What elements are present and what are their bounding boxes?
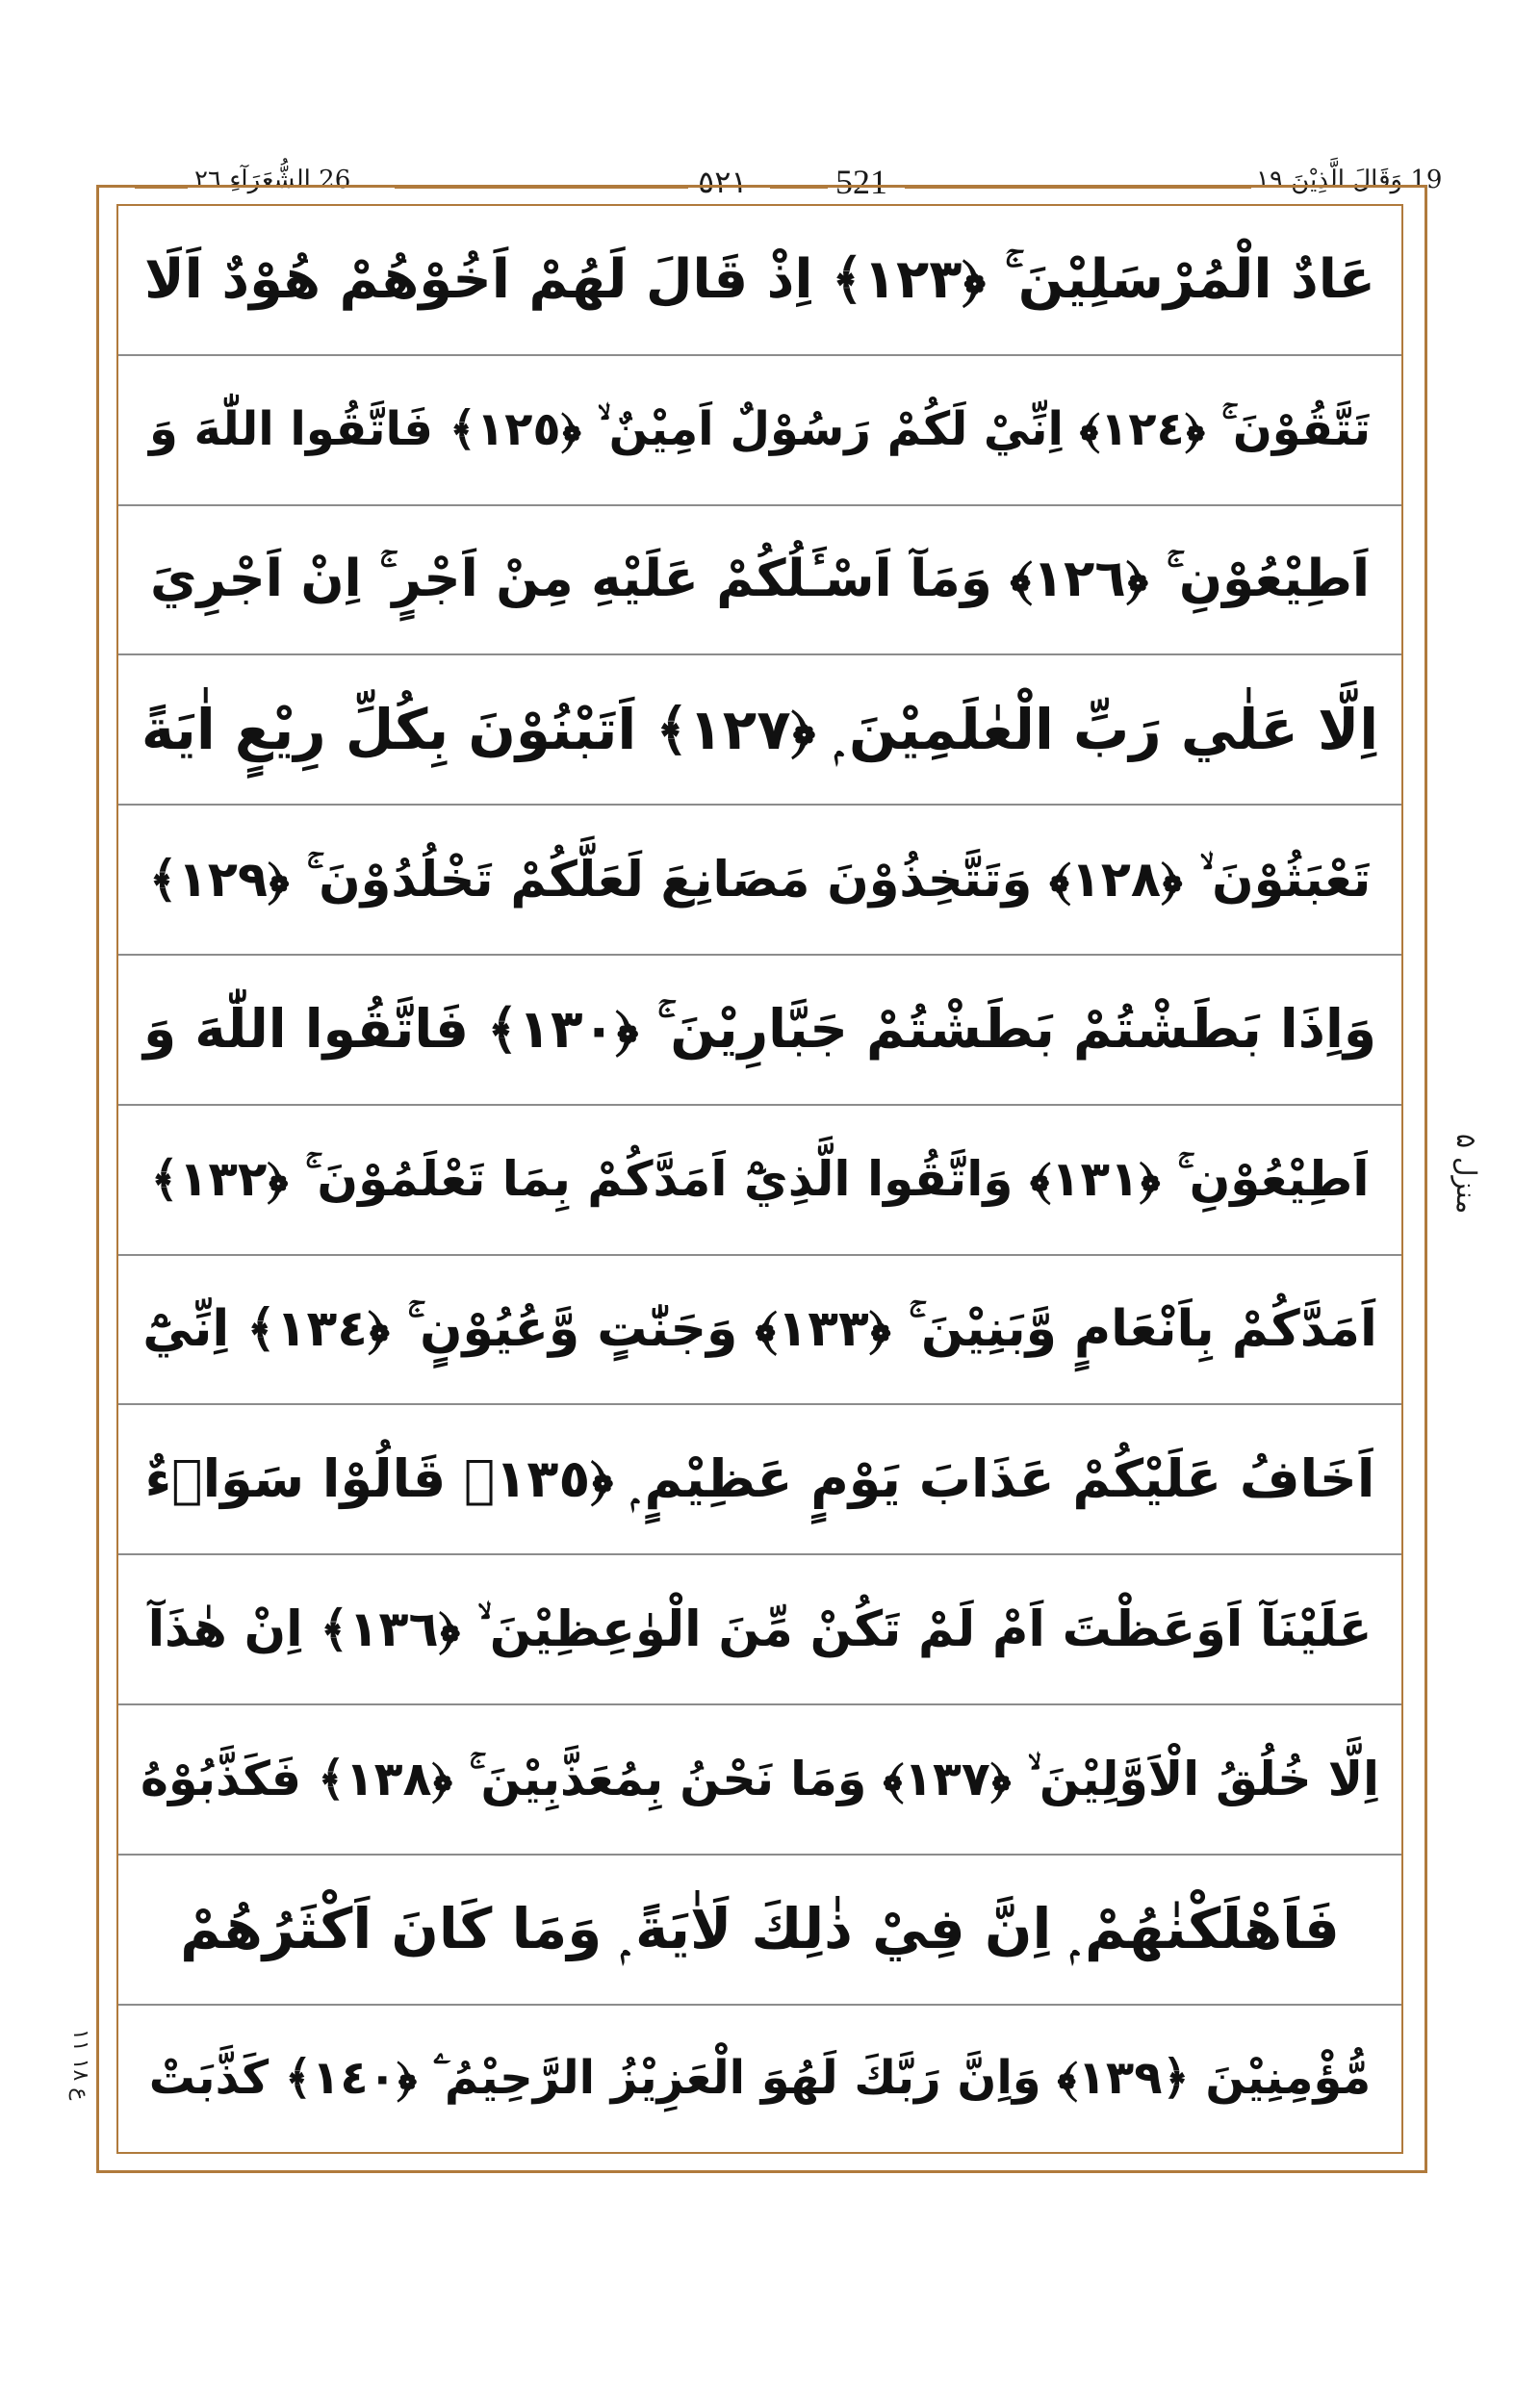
surah-label: 26 الشُّعَرَآءِ ٢٦ xyxy=(194,166,351,194)
line-text: وَاِذَا بَطَشْتُمْ بَطَشْتُمْ جَبَّارِيْنَ ۚ ﴿١٣٠﴾ فَاتَّقُوا اللّٰهَ وَ xyxy=(142,998,1377,1061)
line-text: اَمَدَّكُمْ بِاَنْعَامٍ وَّبَنِيْنَ ۚ ﴿١٣٣﴾ وَجَنّٰتٍ وَّعُيُوْنٍ ۚ ﴿١٣٤﴾ اِنِّيْٓ xyxy=(142,1299,1377,1358)
line-text: اَطِيْعُوْنِ ۚ ﴿١٢٦﴾ وَمَآ اَسْـَٔلُكُمْ عَلَيْهِ مِنْ اَجْرٍ ۚ اِنْ اَجْرِيَ xyxy=(149,550,1371,609)
verse-line-13 xyxy=(118,2006,1401,2152)
verse-line-7 xyxy=(118,1106,1401,1256)
line-text: تَعْبَثُوْنَ ۙ ﴿١٢٨﴾ وَتَتَّخِذُوْنَ مَصَانِعَ لَعَلَّكُمْ تَخْلُدُوْنَ ۚ ﴿١٢٩﴾ xyxy=(148,851,1372,909)
verse-line-10 xyxy=(118,1555,1401,1705)
manzil-marker: منزل ۵ xyxy=(1450,1134,1482,1215)
verse-line-12 xyxy=(118,1856,1401,2006)
line-text: مُّؤْمِنِيْنَ ﴿١٣٩﴾ وَاِنَّ رَبَّكَ لَهُوَ الْعَزِيْزُ الرَّحِيْمُ ۧ ﴿١٤٠﴾ كَذَّبَتْ xyxy=(148,2051,1372,2106)
line-text: اَطِيْعُوْنِ ۚ ﴿١٣١﴾ وَاتَّقُوا الَّذِيْٓ اَمَدَّكُمْ بِمَا تَعْلَمُوْنَ ۚ ﴿١٣٢﴾ xyxy=(150,1151,1370,1208)
verse-line-5 xyxy=(118,806,1401,956)
verse-line-8 xyxy=(118,1256,1401,1406)
verse-line-2 xyxy=(118,356,1401,506)
verse-line-1 xyxy=(118,206,1401,356)
line-text: عَادٌ الْمُرْسَلِيْنَ ۚ ﴿١٢٣﴾ اِذْ قَالَ لَهُمْ اَخُوْهُمْ هُوْدٌ اَلَا xyxy=(143,247,1376,311)
page-number-arabic: ٥٢١ xyxy=(698,165,748,199)
text-frame xyxy=(116,204,1403,2154)
verse-lines xyxy=(118,206,1401,2152)
line-text: عَلَيْنَآ اَوَعَظْتَ اَمْ لَمْ تَكُنْ مِّنَ الْوٰعِظِيْنَ ۙ ﴿١٣٦﴾ اِنْ هٰذَآ xyxy=(147,1600,1373,1658)
verse-line-6 xyxy=(118,956,1401,1106)
line-text: اِلَّا عَلٰي رَبِّ الْعٰلَمِيْنَ ۭ ﴿١٢٧﴾ اَتَبْنُوْنَ بِكُلِّ رِيْعٍ اٰيَةً xyxy=(141,696,1379,762)
line-text: فَاَهْلَكْنٰهُمْ ۭ اِنَّ فِيْ ذٰلِكَ لَاٰيَةً ۭ وَمَا كَانَ اَكْثَرُهُمْ xyxy=(180,1896,1340,1962)
page-number: 521 xyxy=(835,163,887,201)
ruku-marker: ع ١٨ ١١ xyxy=(68,2028,92,2101)
line-text: اَخَافُ عَلَيْكُمْ عَذَابَ يَوْمٍ عَظِيْمٍ ۭ ﴿١٣٥﴾ قَالُوْا سَوَاۗءٌ xyxy=(144,1448,1375,1510)
verse-line-4 xyxy=(118,655,1401,806)
line-text: اِلَّا خُلُقُ الْاَوَّلِيْنَ ۙ ﴿١٣٧﴾ وَمَا نَحْنُ بِمُعَذَّبِيْنَ ۚ ﴿١٣٨﴾ فَكَذَّبُوْهُ xyxy=(141,1751,1379,1806)
verse-line-9 xyxy=(118,1405,1401,1555)
verse-line-11 xyxy=(118,1705,1401,1856)
verse-line-3 xyxy=(118,506,1401,656)
line-text: تَتَّقُوْنَ ۚ ﴿١٢٤﴾ اِنِّيْ لَكُمْ رَسُوْلٌ اَمِيْنٌ ۙ ﴿١٢٥﴾ فَاتَّقُوا اللّٰهَ وَ xyxy=(148,402,1372,457)
juz-label: 19 وَقَالَ الَّذِيْنَ ١٩ xyxy=(1256,166,1443,194)
